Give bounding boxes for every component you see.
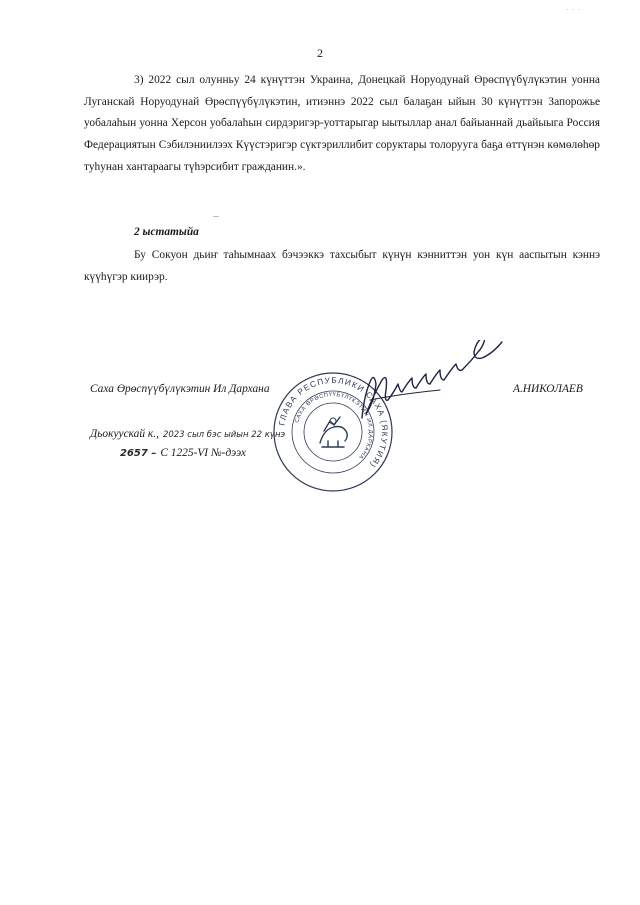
page-number: 2 [317, 46, 323, 60]
handwritten-date: 2023 сыл бэс ыйын 22 күнэ [162, 430, 286, 440]
signer-name: А.НИКОЛАЕВ [513, 383, 583, 395]
place-date-line [90, 428, 285, 440]
seal-inner-text: САХА ӨРӨСПҮҮБҮЛҮКЭТИН ИЛ ДАРХАНА [294, 391, 374, 461]
signer-title: Саха Өрөспүүбүлүкэтин Ил Дархана [90, 383, 270, 395]
handwritten-number: 2657 – [120, 448, 157, 459]
corner-mark: · · · [566, 6, 582, 14]
body-text-block [84, 70, 600, 179]
body-paragraph: 3) 2022 сыл олунньу 24 күнүттэн Украина, Донецкай Норуодунай Өрөспүүбүлүкэтин уонна Луганскай Норуодунай Өрөспүүбүлүкэтин, итиэннэ 2022 сыл балаҕан ыйын 30 күнүттэн Запорожье уобалаһын уонна Херсон уобалаһын сирдэригэр-уоттарыгар ыытыллар анал байыаннай дьайыыга Россия Федерациятын Сэбилэниилээх Күүстэригэр сүктэриллибит соруктары толорууга баҕа өттүнэн көмөлөһөр туһунан хантараагы түһэрсибит гражданин.». [84, 74, 600, 173]
seal-outer-text: ГЛАВА РЕСПУБЛИКИ САХА (ЯКУТИЯ) [277, 375, 390, 470]
article-heading: 2 ыстатыйа [134, 226, 199, 238]
article-text-block [84, 245, 600, 288]
article-paragraph: Бу Сокуон дьиҥ таһымнаах бэчээккэ тахсыбыт күнүн кэнниттэн уон күн ааспытын кэннэ күүһүгэр киирэр. [84, 249, 600, 283]
stray-mark: ... [213, 210, 219, 219]
document-number-line [120, 447, 246, 459]
document-number: С 1225-VI №-дээх [160, 447, 246, 459]
place-label: Дьокуускай к., [90, 428, 159, 440]
handwritten-signature-icon [348, 340, 528, 430]
